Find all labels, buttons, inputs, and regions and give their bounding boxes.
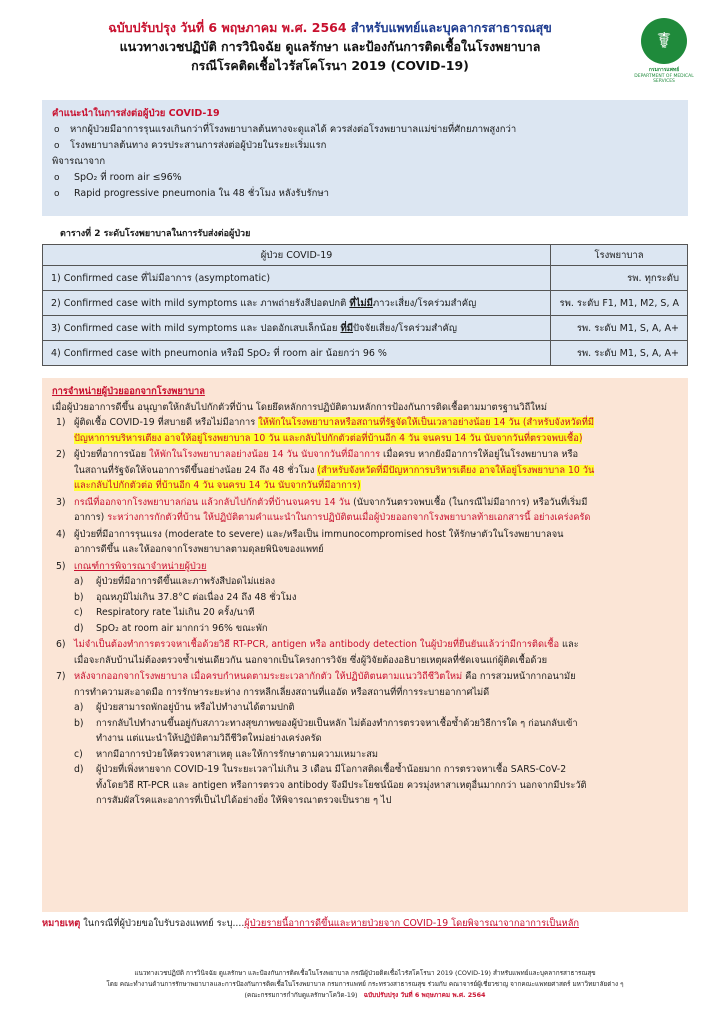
sub-item: a) ผู้ป่วยที่มีอาการดีขึ้นและภาพรังสีปอดไม่แย่ลง: [74, 576, 276, 587]
highlighted-text: ให้พักในโรงพยาบาลหรือสถานที่รัฐจัดให้เป็นเวลาอย่างน้อย 14 วัน (สำหรับจังหวัดที่มี: [258, 417, 595, 428]
sub-item-text: การกลับไปทำงานขึ้นอยู่กับสภาวะทางสุขภาพของผู้ป่วยเป็นหลัก ไม่ต้องทำการตรวจหาเชื้อซ้ำด้วยวิธีการใด ๆ ก่อนกลับเข้า ทำงาน แต่แนะนำให้ปฏิบัติตามวิถีชีวิตใหม่อย่างเคร่งครัด: [96, 717, 578, 744]
logo-text: กรมการแพทย์: [648, 67, 680, 73]
item-text: และ: [559, 639, 579, 650]
row-hospital: รพ. ระดับ F1, M1, M2, S, A: [551, 291, 688, 316]
discharge-item-4: 4) ผู้ป่วยที่มีอาการรุนแรง (moderate to severe) และ/หรือเป็น immunocompromised host ให้รักษาตัวในโรงพยาบาลจน อาการดีขึ้น และให้ออกจากโรงพยาบาลตามดุลยพินิจของแพทย์: [56, 528, 564, 555]
header-hospital: โรงพยาบาล: [551, 245, 688, 266]
item-text: เมื่อจะกลับบ้านไม่ต้องตรวจซ้ำเช่นเดียวกัน นอกจากเป็นโครงการวิจัย ซึ่งผู้วิจัยต้องอธิบายเหตุผลที่ชัดเจนแก่ผู้ติดเชื้อด้วย: [74, 654, 548, 666]
document-title: แนวทางเวชปฏิบัติ การวินิจฉัย ดูแลรักษา และป้องกันการติดเชื้อในโรงพยาบาล: [119, 39, 541, 54]
footer-line-1: แนวทางเวชปฏิบัติ การวินิจฉัย ดูแลรักษา และป้องกันการติดเชื้อในโรงพยาบาล กรณีผู้ป่วยติดเชื้อไวรัสโคโรนา 2019 (COVID-19) สำหรับแพทย์และบุคลากรสาธารณสุข: [134, 969, 596, 977]
sub-item: b) การกลับไปทำงานขึ้นอยู่กับสภาวะทางสุขภาพของผู้ป่วยเป็นหลัก ไม่ต้องทำการตรวจหาเชื้อซ้ำด้วยวิธีการใด ๆ ก่อนกลับเข้า ทำงาน แต่แนะนำให้ปฏิบัติตามวิถีชีวิตใหม่อย่างเคร่งครัด: [74, 717, 578, 744]
row-emphasis: ที่มี: [340, 322, 353, 334]
logo-subtext: DEPARTMENT OF MEDICAL SERVICES: [634, 74, 694, 84]
hospital-level-table: [42, 244, 688, 366]
note-text: ในกรณีที่ผู้ป่วยขอใบรับรองแพทย์ ระบุ....: [83, 918, 245, 929]
sub-item-text: ผู้ป่วยที่เพิ่งหายจาก COVID-19 ในระยะเวลาไม่เกิน 3 เดือน มีโอกาสติดเชื้อซ้ำน้อยมาก การตรวจหาเชื้อ SARS-CoV-2 ทั้งโดยวิธี RT-PCR และ antigen หรือการตรวจ antibody จึงมีประโยชน์น้อย ควรมุ่งหาสาเหตุอื่นมากกว่า นอกจากมีประวัติ การสัมผัสโรคและอาการที่เป็นไปได้อย่างยิ่ง ให้พิจารณาตรวจเป็นราย ๆ ไป: [96, 764, 587, 806]
sub-item: b) อุณหภูมิไม่เกิน 37.8°C ต่อเนื่อง 24 ถึง 48 ชั่วโมง: [74, 591, 297, 603]
sub-item: c) หากมีอาการป่วยให้ตรวจหาสาเหตุ และให้การรักษาตามความเหมาะสม: [74, 748, 379, 760]
table-row: [43, 266, 688, 291]
item-text: อาการดีขึ้น และให้ออกจากโรงพยาบาลตามดุลยพินิจของแพทย์: [74, 544, 324, 555]
footer-revision: ฉบับปรับปรุง วันที่ 6 พฤษภาคม พ.ศ. 2564: [363, 991, 486, 999]
item-text: ผู้ป่วยที่มีอาการรุนแรง (moderate to severe) และ/หรือเป็น immunocompromised host ให้รักษาตัวในโรงพยาบาลจน: [74, 528, 564, 540]
discharge-item-7: 7) หลังจากออกจากโรงพยาบาล เมื่อครบกำหนดตามระยะเวลากักตัว ให้ปฏิบัติตนตามแนววิถีชีวิตใหม่ คือ การสวมหน้ากากอนามัย การทำความสะอาดมือ การรักษาระยะห่าง การหลีกเลี่ยงสถานที่แออัด หรือสถานที่ที่การระบายอากาศไม่ดี: [56, 671, 576, 698]
discharge-item-6: 6) ไม่จำเป็นต้องทำการตรวจหาเชื้อด้วยวิธี RT-PCR, antigen หรือ antibody detection ในผู้ป่วยที่ยืนยันแล้วว่ามีการติดเชื้อ และ เมื่อจะกลับบ้านไม่ต้องตรวจซ้ำเช่นเดียวกัน นอกจากเป็นโครงการวิจัย ซึ่งผู้วิจัยต้องอธิบายเหตุผลที่ชัดเจนแก่ผู้ติดเชื้อด้วย: [56, 639, 579, 666]
document-subtitle: กรณีโรคติดเชื้อไวรัสโคโรนา 2019 (COVID-19): [191, 58, 469, 73]
discharge-intro: เมื่อผู้ป่วยอาการดีขึ้น อนุญาตให้กลับไปกักตัวที่บ้าน โดยยึดหลักการปฏิบัติตามหลักการป้องกันการติดเชื้อตามมาตรฐานวิถีใหม่: [52, 401, 548, 413]
document-header: [40, 18, 620, 75]
caduceus-icon: ☤: [641, 18, 687, 64]
highlighted-text: (สำหรับจังหวัดที่มีปัญหาการบริหารเตียง อาจให้อยู่โรงพยาบาล 10 วัน: [317, 464, 595, 476]
footer-line-3: [42, 990, 688, 1001]
red-text: กรณีที่ออกจากโรงพยาบาลก่อน แล้วกลับไปกักตัวที่บ้านจนครบ 14 วัน: [74, 496, 351, 508]
highlighted-text: ปัญหาการบริหารเตียง อาจให้อยู่โรงพยาบาล 10 วัน และกลับไปกักตัวต่อที่บ้านอีก 4 วัน จนครบ 14 วัน นับจากวันที่ตรวจพบเชื้อ): [74, 432, 583, 444]
consider-label: พิจารณาจาก: [52, 156, 106, 167]
row-hospital: รพ. ระดับ M1, S, A, A+: [551, 316, 688, 341]
table-header-row: [43, 245, 688, 266]
sub-item: d) ผู้ป่วยที่เพิ่งหายจาก COVID-19 ในระยะเวลาไม่เกิน 3 เดือน มีโอกาสติดเชื้อซ้ำน้อยมาก การตรวจหาเชื้อ SARS-CoV-2 ทั้งโดยวิธี RT-PCR และ antigen หรือการตรวจ antibody จึงมีประโยชน์น้อย ควรมุ่งหาสาเหตุอื่นมากกว่า นอกจากมีประวัติ การสัมผัสโรคและอาการที่เป็นไปได้อย่างยิ่ง ให้พิจารณาตรวจเป็นราย ๆ ไป: [74, 764, 587, 806]
list-item: o หากผู้ป่วยมีอาการรุนแรงเกินกว่าที่โรงพยาบาลต้นทางจะดูแลได้ ควรส่งต่อโรงพยาบาลแม่ข่ายที่ศักยภาพสูงกว่า: [52, 122, 678, 138]
red-text: ให้พักในโรงพยาบาลอย่างน้อย 14 วัน นับจากวันที่มีอาการ: [149, 449, 381, 460]
row-patient: [43, 291, 551, 316]
sub-item-text: ผู้ป่วยที่มีอาการดีขึ้นและภาพรังสีปอดไม่แย่ลง: [96, 576, 276, 587]
row-text: 3) Confirmed case with mild symptoms และ ปอดอักเสบเล็กน้อย: [51, 322, 341, 334]
item-text: อาการ): [74, 512, 108, 523]
item-text: เมื่อครบ หากยังมีอาการให้อยู่ในโรงพยาบาล หรือ: [380, 449, 579, 460]
discharge-item-3: 3) กรณีที่ออกจากโรงพยาบาลก่อน แล้วกลับไปกักตัวที่บ้านจนครบ 14 วัน (นับจากวันตรวจพบเชื้อ (ในกรณีไม่มีอาการ) หรือวันที่เริ่มมี อาการ) ระหว่างการกักตัวที่บ้าน ให้ปฏิบัติตามคำแนะนำในการปฏิบัติตนเมื่อผู้ป่วยออกจากโรงพยาบาลท้ายเอกสารนี้ อย่างเคร่งครัด: [56, 496, 591, 523]
highlighted-text: และกลับไปกักตัวต่อ ที่บ้านอีก 4 วัน จนครบ 14 วัน นับจากวันที่มีอาการ): [74, 480, 361, 491]
discharge-item-1: 1) ผู้ติดเชื้อ COVID-19 ที่สบายดี หรือไม่มีอาการ ให้พักในโรงพยาบาลหรือสถานที่รัฐจัดให้เป็นเวลาอย่างน้อย 14 วัน (สำหรับจังหวัดที่มี ปัญหาการบริหารเตียง อาจให้อยู่โรงพยาบาล 10 วัน และกลับไปกักตัวต่อที่บ้านอีก 4 วัน จนครบ 14 วัน นับจากวันที่ตรวจพบเชื้อ): [56, 417, 595, 444]
note-emphasis: ผู้ป่วยรายนี้อาการดีขึ้นและหายป่วยจาก COVID-19 โดยพิจารณาจากอาการเป็นหลัก: [244, 918, 580, 929]
footer-committee: (คณะกรรมการกำกับดูแลรักษาโควิด-19): [244, 991, 358, 999]
row-text: 1) Confirmed case ที่ไม่มีอาการ (asymptomatic): [51, 272, 271, 284]
sub-item-text: หากมีอาการป่วยให้ตรวจหาสาเหตุ และให้การรักษาตามความเหมาะสม: [96, 748, 379, 760]
sub-item: a) ผู้ป่วยสามารถพักอยู่บ้าน หรือไปทำงานได้ตามปกติ: [74, 702, 295, 713]
row-text-end: ปัจจัยเสี่ยง/โรคร่วมสำคัญ: [352, 322, 458, 334]
discharge-item-2: 2) ผู้ป่วยที่อาการน้อย ให้พักในโรงพยาบาลอย่างน้อย 14 วัน นับจากวันที่มีอาการ เมื่อครบ หากยังมีอาการให้อยู่ในโรงพยาบาล หรือ ในสถานที่รัฐจัดให้จนอาการดีขึ้นอย่างน้อย 24 ถึง 48 ชั่วโมง (สำหรับจังหวัดที่มีปัญหาการบริหารเตียง อาจให้อยู่โรงพยาบาล 10 วัน และกลับไปกักตัวต่อ ที่บ้านอีก 4 วัน จนครบ 14 วัน นับจากวันที่มีอาการ): [56, 449, 595, 491]
row-text: 4) Confirmed case with pneumonia หรือมี SpO₂ ที่ room air น้อยกว่า 96 %: [51, 347, 387, 359]
list-item: o โรงพยาบาลต้นทาง ควรประสานการส่งต่อผู้ป่วยในระยะเริ่มแรก: [52, 138, 678, 154]
footer-line-2: โดย คณะทำงานด้านการรักษาพยาบาลและการป้องกันการติดเชื้อในโรงพยาบาล กรมการแพทย์ กระทรวงสาธารณสุข ร่วมกับ คณาจารย์ผู้เชี่ยวชาญ จากคณะแพทยศาสตร์ มหาวิทยาลัยต่าง ๆ: [106, 980, 624, 988]
row-patient: [43, 341, 551, 366]
item-text: ผู้ป่วยที่อาการน้อย: [74, 449, 150, 460]
row-text-end: ภาวะเสี่ยง/โรคร่วมสำคัญ: [372, 297, 477, 309]
criteria-title: เกณฑ์การพิจารณาจำหน่ายผู้ป่วย: [74, 560, 207, 572]
sub-item: c) Respiratory rate ไม่เกิน 20 ครั้ง/นาที: [74, 607, 255, 618]
item-text: คือ การสวมหน้ากากอนามัย: [462, 671, 576, 682]
table-row: [43, 316, 688, 341]
discharge-box: [42, 378, 688, 912]
row-patient: [43, 266, 551, 291]
row-hospital: รพ. ทุกระดับ: [551, 266, 688, 291]
sub-item: d) SpO₂ at room air มากกว่า 96% ขณะพัก: [74, 622, 268, 634]
discharge-title: การจำหน่ายผู้ป่วยออกจากโรงพยาบาล: [52, 386, 205, 397]
criteria-item: o SpO₂ ที่ room air ≤96%: [52, 170, 678, 186]
revision-date: ฉบับปรับปรุง วันที่ 6 พฤษภาคม พ.ศ. 2564: [108, 20, 347, 35]
item-text: (นับจากวันตรวจพบเชื้อ (ในกรณีไม่มีอาการ) หรือวันที่เริ่มมี: [350, 496, 588, 508]
table-row: [43, 291, 688, 316]
dms-logo: [624, 18, 704, 84]
item-text: ผู้ติดเชื้อ COVID-19 ที่สบายดี หรือไม่มีอาการ: [74, 417, 259, 428]
sub-item-text: ผู้ป่วยสามารถพักอยู่บ้าน หรือไปทำงานได้ตามปกติ: [96, 702, 295, 713]
referral-title: คำแนะนำในการส่งต่อผู้ป่วย COVID-19: [52, 108, 220, 119]
item-text: การทำความสะอาดมือ การรักษาระยะห่าง การหลีกเลี่ยงสถานที่แออัด หรือสถานที่ที่การระบายอากาศไม่ดี: [74, 686, 490, 698]
row-emphasis: ที่ไม่มี: [349, 297, 373, 309]
footer: [42, 968, 688, 1001]
item-text: ในสถานที่รัฐจัดให้จนอาการดีขึ้นอย่างน้อย 24 ถึง 48 ชั่วโมง: [74, 464, 318, 476]
row-patient: [43, 316, 551, 341]
sub-item-text: อุณหภูมิไม่เกิน 37.8°C ต่อเนื่อง 24 ถึง 48 ชั่วโมง: [96, 591, 297, 603]
header-patient: ผู้ป่วย COVID-19: [43, 245, 551, 266]
table-row: [43, 341, 688, 366]
header-line-1: [40, 18, 620, 37]
referral-box: [42, 100, 688, 216]
sub-item-text: Respiratory rate ไม่เกิน 20 ครั้ง/นาที: [96, 607, 255, 618]
row-hospital: รพ. ระดับ M1, S, A, A+: [551, 341, 688, 366]
red-text: หลังจากออกจากโรงพยาบาล เมื่อครบกำหนดตามระยะเวลากักตัว ให้ปฏิบัติตนตามแนววิถีชีวิตใหม่: [74, 671, 463, 682]
table-caption: ตารางที่ 2 ระดับโรงพยาบาลในการรับส่งต่อผู้ป่วย: [60, 229, 251, 239]
criteria-item: o Rapid progressive pneumonia ใน 48 ชั่วโมง หลังรับรักษา: [52, 186, 678, 202]
red-text: ระหว่างการกักตัวที่บ้าน ให้ปฏิบัติตามคำแนะนำในการปฏิบัติตนเมื่อผู้ป่วยออกจากโรงพยาบาลท้ายเอกสารนี้ อย่างเคร่งครัด: [107, 512, 591, 523]
audience: สำหรับแพทย์และบุคลากรสาธารณสุข: [350, 20, 552, 35]
note: [42, 916, 688, 931]
row-text: 2) Confirmed case with mild symptoms และ ภาพถ่ายรังสีปอดปกติ: [51, 297, 350, 309]
sub-item-text: SpO₂ at room air มากกว่า 96% ขณะพัก: [96, 622, 268, 634]
note-label: หมายเหตุ: [42, 918, 81, 929]
discharge-item-5: 5) เกณฑ์การพิจารณาจำหน่ายผู้ป่วย: [56, 560, 207, 572]
red-text: ไม่จำเป็นต้องทำการตรวจหาเชื้อด้วยวิธี RT-PCR, antigen หรือ antibody detection ในผู้ป่วยที่ยืนยันแล้วว่ามีการติดเชื้อ: [74, 639, 560, 650]
